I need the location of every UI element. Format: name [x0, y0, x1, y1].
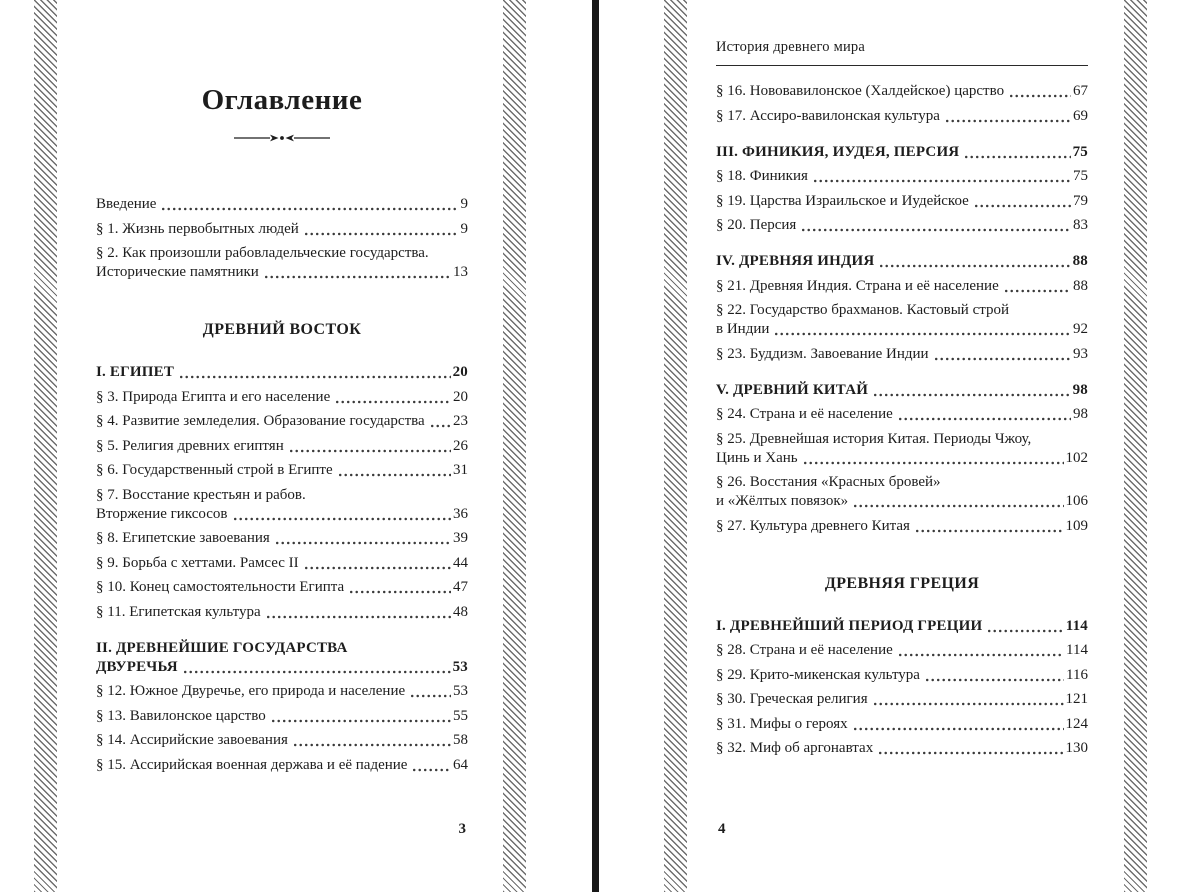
entry-label: I. ЕГИПЕТ	[96, 364, 175, 381]
entry-row	[716, 641, 1088, 660]
entry-row	[716, 381, 1088, 400]
toc-section-heading: ДРЕВНЯЯ ГРЕЦИЯ	[824, 574, 980, 592]
toc-entry	[716, 715, 1088, 734]
entry-label: § 10. Конец самостоятельности Египта	[96, 579, 345, 596]
toc-entry	[716, 301, 1088, 339]
dot-leader	[162, 207, 458, 211]
toc-entry	[96, 412, 468, 431]
entry-first-line: § 2. Как произошли рабовладельческие государства.	[96, 245, 429, 262]
entry-row	[716, 690, 1088, 709]
toc-entry	[716, 167, 1088, 186]
toc-entry	[716, 641, 1088, 660]
entry-row	[96, 437, 468, 456]
page-edge-hatch	[34, 0, 57, 892]
toc-entry	[96, 603, 468, 622]
toc-title: Оглавление	[201, 84, 363, 116]
entry-label: § 21. Древняя Индия. Страна и её население	[716, 277, 999, 294]
toc-chapter-entry	[716, 617, 1088, 636]
dot-leader	[290, 449, 451, 453]
toc-chapter-entry	[96, 639, 468, 677]
dot-leader	[413, 768, 451, 772]
entry-row	[716, 252, 1088, 271]
entry-label: IV. ДРЕВНЯЯ ИНДИЯ	[716, 253, 875, 269]
dot-leader	[336, 400, 451, 404]
entry-page-number: 75	[1072, 143, 1088, 160]
toc-entry	[716, 216, 1088, 235]
entry-label: § 12. Южное Двуречье, его природа и население	[96, 683, 406, 700]
entry-page-number: 39	[453, 530, 468, 547]
dot-leader	[267, 615, 451, 619]
dot-leader	[411, 694, 451, 698]
entry-page-number: 83	[1073, 217, 1088, 233]
entry-label: Введение	[96, 196, 157, 213]
entry-label: § 30. Греческая религия	[716, 691, 868, 707]
entry-row	[96, 756, 468, 775]
dot-leader	[265, 275, 451, 279]
toc-entry	[96, 195, 468, 214]
entry-page-number: 36	[453, 505, 468, 522]
toc-entry	[716, 690, 1088, 709]
toc-entry	[716, 473, 1088, 511]
entry-label: § 5. Религия древних египтян	[96, 437, 284, 454]
page-edge-hatch	[664, 0, 687, 892]
entry-label: I. ДРЕВНЕЙШИЙ ПЕРИОД ГРЕЦИИ	[716, 617, 983, 634]
entry-row	[96, 363, 468, 382]
folio-left-page-number: 3	[458, 821, 466, 837]
dot-leader	[804, 461, 1064, 465]
toc-entry	[716, 739, 1088, 758]
entry-first-line: § 22. Государство брахманов. Кастовый строй	[716, 302, 1010, 318]
toc-entry	[96, 578, 468, 597]
entry-page-number: 98	[1073, 406, 1088, 422]
entry-first-line: § 26. Восстания «Красных бровей»	[716, 474, 941, 490]
entry-row	[716, 492, 1088, 511]
dot-leader	[874, 393, 1070, 397]
entry-label: § 8. Египетские завоевания	[96, 530, 270, 547]
entry-row	[96, 554, 468, 573]
entry-page-number: 31	[453, 462, 468, 479]
entry-page-number: 106	[1065, 493, 1088, 509]
entry-page-number: 48	[453, 603, 468, 620]
dot-leader	[180, 375, 451, 379]
entry-row	[716, 143, 1088, 162]
book-spine	[592, 0, 599, 892]
entry-row	[716, 517, 1088, 536]
entry-row	[96, 578, 468, 597]
folio-right-page-number: 4	[718, 821, 726, 837]
entry-row	[96, 731, 468, 750]
entry-page-number: 69	[1073, 107, 1088, 124]
toc-entry	[96, 388, 468, 407]
entry-first-line: II. ДРЕВНЕЙШИЕ ГОСУДАРСТВА	[96, 639, 348, 656]
entry-page-number: 13	[453, 264, 468, 281]
dot-leader	[339, 473, 451, 477]
entry-label: Исторические памятники	[96, 264, 259, 281]
entry-row	[716, 405, 1088, 424]
entry-label: § 18. Финикия	[716, 168, 808, 184]
dot-leader	[854, 504, 1063, 508]
entry-page-number: 44	[453, 554, 468, 571]
dot-leader	[272, 719, 451, 723]
entry-row	[96, 529, 468, 548]
entry-page-number: 88	[1073, 277, 1088, 294]
toc-entry	[96, 707, 468, 726]
toc-entry	[716, 405, 1088, 424]
toc-entry	[716, 192, 1088, 211]
dot-leader	[350, 590, 451, 594]
toc-entry	[96, 529, 468, 548]
toc-entry	[716, 107, 1088, 126]
entry-row	[716, 345, 1088, 364]
dot-leader	[305, 232, 459, 236]
toc-entry	[716, 345, 1088, 364]
entry-label: § 11. Египетская культура	[96, 603, 261, 620]
entry-page-number: 102	[1065, 449, 1088, 466]
toc-chapter-entry	[716, 252, 1088, 271]
entry-page-number: 53	[453, 683, 468, 700]
toc-entry	[96, 244, 468, 282]
dot-leader	[946, 119, 1071, 123]
dot-leader	[276, 541, 451, 545]
entry-label: § 29. Крито-микенская культура	[716, 666, 920, 683]
entry-label: § 32. Миф об аргонавтах	[716, 740, 874, 756]
dot-leader	[1005, 289, 1071, 293]
entry-page-number: 114	[1066, 642, 1088, 658]
entry-page-number: 109	[1065, 517, 1088, 534]
toc-entry	[96, 731, 468, 750]
running-header	[716, 38, 1088, 66]
toc-chapter-entry	[716, 143, 1088, 162]
entry-page-number: 58	[453, 732, 468, 749]
entry-label: Цинь и Хань	[716, 449, 798, 466]
entry-label: § 6. Государственный строй в Египте	[96, 462, 333, 479]
entry-page-number: 75	[1073, 168, 1088, 184]
entry-page-number: 20	[452, 364, 468, 381]
left-page	[96, 0, 468, 892]
dot-leader	[899, 653, 1064, 657]
entry-row	[716, 192, 1088, 211]
toc-entry	[96, 437, 468, 456]
entry-row	[96, 195, 468, 214]
entry-page-number: 9	[460, 220, 468, 237]
entry-row	[96, 461, 468, 480]
toc-entry	[96, 756, 468, 775]
page-edge-hatch	[503, 0, 526, 892]
toc-entry	[716, 277, 1088, 296]
entry-label: § 3. Природа Египта и его население	[96, 388, 331, 405]
entry-page-number: 121	[1065, 691, 1088, 707]
dot-leader	[431, 424, 451, 428]
entry-row	[96, 412, 468, 431]
entry-row	[96, 603, 468, 622]
entry-page-number: 26	[453, 437, 468, 454]
entry-first-line: § 25. Древнейшая история Китая. Периоды Чжоу,	[716, 430, 1032, 447]
toc-ornament-icon	[96, 131, 468, 145]
entry-row	[96, 707, 468, 726]
toc-entry	[96, 554, 468, 573]
entry-row	[716, 739, 1088, 758]
entry-label: § 20. Персия	[716, 217, 797, 233]
dot-leader	[935, 357, 1071, 361]
dot-leader	[234, 517, 451, 521]
running-header-text: История древнего мира	[716, 39, 865, 55]
toc-entry	[96, 682, 468, 701]
entry-label: V. ДРЕВНИЙ КИТАЙ	[716, 381, 869, 398]
dot-leader	[965, 155, 1070, 159]
entry-page-number: 64	[453, 756, 468, 773]
toc-section-heading: ДРЕВНИЙ ВОСТОК	[202, 321, 362, 339]
entry-first-line: § 7. Восстание крестьян и рабов.	[96, 486, 306, 503]
entry-label: § 9. Борьба с хеттами. Рамсес II	[96, 554, 299, 571]
dot-leader	[775, 332, 1071, 336]
entry-row	[716, 216, 1088, 235]
entry-row	[716, 715, 1088, 734]
dot-leader	[879, 751, 1063, 755]
entry-label: § 31. Мифы о героях	[716, 715, 848, 732]
entry-label: III. ФИНИКИЯ, ИУДЕЯ, ПЕРСИЯ	[716, 143, 960, 160]
toc-entry	[96, 486, 468, 524]
entry-page-number: 9	[460, 196, 468, 213]
toc-chapter-entry	[716, 381, 1088, 400]
page-edge-hatch	[1124, 0, 1147, 892]
toc-list-right	[716, 82, 1088, 758]
toc-chapter-entry	[96, 363, 468, 382]
entry-row	[96, 220, 468, 239]
dot-leader	[305, 566, 451, 570]
entry-page-number: 92	[1073, 321, 1088, 337]
dot-leader	[184, 670, 451, 674]
dot-leader	[926, 678, 1064, 682]
toc-entry	[716, 517, 1088, 536]
entry-label: ДВУРЕЧЬЯ	[96, 658, 178, 675]
dot-leader	[814, 179, 1071, 183]
entry-page-number: 93	[1073, 345, 1088, 362]
dot-leader	[880, 264, 1070, 268]
entry-row	[716, 82, 1088, 101]
entry-label: § 24. Страна и её население	[716, 406, 893, 422]
entry-label: § 4. Развитие земледелия. Образование государства	[96, 413, 425, 430]
entry-label: и «Жёлтых повязок»	[716, 493, 849, 509]
entry-label: § 28. Страна и её население	[716, 642, 893, 658]
toc-entry	[96, 220, 468, 239]
dot-leader	[854, 727, 1064, 731]
entry-page-number: 130	[1065, 740, 1088, 756]
entry-page-number: 88	[1072, 253, 1088, 269]
entry-page-number: 23	[453, 413, 468, 430]
entry-label: в Индии	[716, 321, 770, 337]
entry-row	[716, 617, 1088, 636]
entry-label: § 17. Ассиро-вавилонская культура	[716, 107, 940, 124]
entry-row	[96, 682, 468, 701]
entry-label: § 27. Культура древнего Китая	[716, 517, 910, 534]
entry-row	[716, 167, 1088, 186]
entry-label: § 15. Ассирийская военная держава и её падение	[96, 756, 408, 773]
dot-leader	[294, 743, 451, 747]
entry-row	[716, 277, 1088, 296]
toc-entry	[716, 82, 1088, 101]
entry-label: § 13. Вавилонское царство	[96, 707, 266, 724]
dot-leader	[1010, 94, 1071, 98]
toc-entry	[716, 430, 1088, 468]
dot-leader	[874, 702, 1064, 706]
entry-row	[716, 320, 1088, 339]
dot-leader	[975, 204, 1071, 208]
toc-list-left	[96, 195, 468, 775]
entry-row	[716, 666, 1088, 685]
entry-page-number: 124	[1065, 715, 1088, 732]
toc-entry	[716, 666, 1088, 685]
entry-label: § 23. Буддизм. Завоевание Индии	[716, 345, 929, 362]
entry-label: § 16. Нововавилонское (Халдейское) царство	[716, 83, 1005, 99]
dot-leader	[802, 228, 1071, 232]
right-page	[716, 0, 1088, 892]
entry-page-number: 79	[1073, 192, 1088, 209]
entry-row	[96, 388, 468, 407]
toc-entry	[96, 461, 468, 480]
entry-row	[96, 263, 468, 282]
entry-row	[716, 449, 1088, 468]
entry-page-number: 98	[1072, 381, 1088, 398]
entry-row	[716, 107, 1088, 126]
entry-label: Вторжение гиксосов	[96, 505, 228, 522]
dot-leader	[988, 629, 1063, 633]
dot-leader	[899, 417, 1071, 421]
entry-page-number: 53	[452, 658, 468, 675]
entry-page-number: 67	[1073, 83, 1088, 99]
entry-page-number: 55	[453, 707, 468, 724]
entry-page-number: 116	[1066, 666, 1088, 683]
entry-label: § 19. Царства Израильское и Иудейское	[716, 192, 969, 209]
entry-page-number: 47	[453, 579, 468, 596]
entry-page-number: 20	[453, 388, 468, 405]
dot-leader	[916, 529, 1064, 533]
entry-row	[96, 658, 468, 677]
entry-page-number: 114	[1065, 617, 1088, 634]
entry-row	[96, 505, 468, 524]
entry-label: § 1. Жизнь первобытных людей	[96, 220, 299, 237]
entry-label: § 14. Ассирийские завоевания	[96, 732, 288, 749]
